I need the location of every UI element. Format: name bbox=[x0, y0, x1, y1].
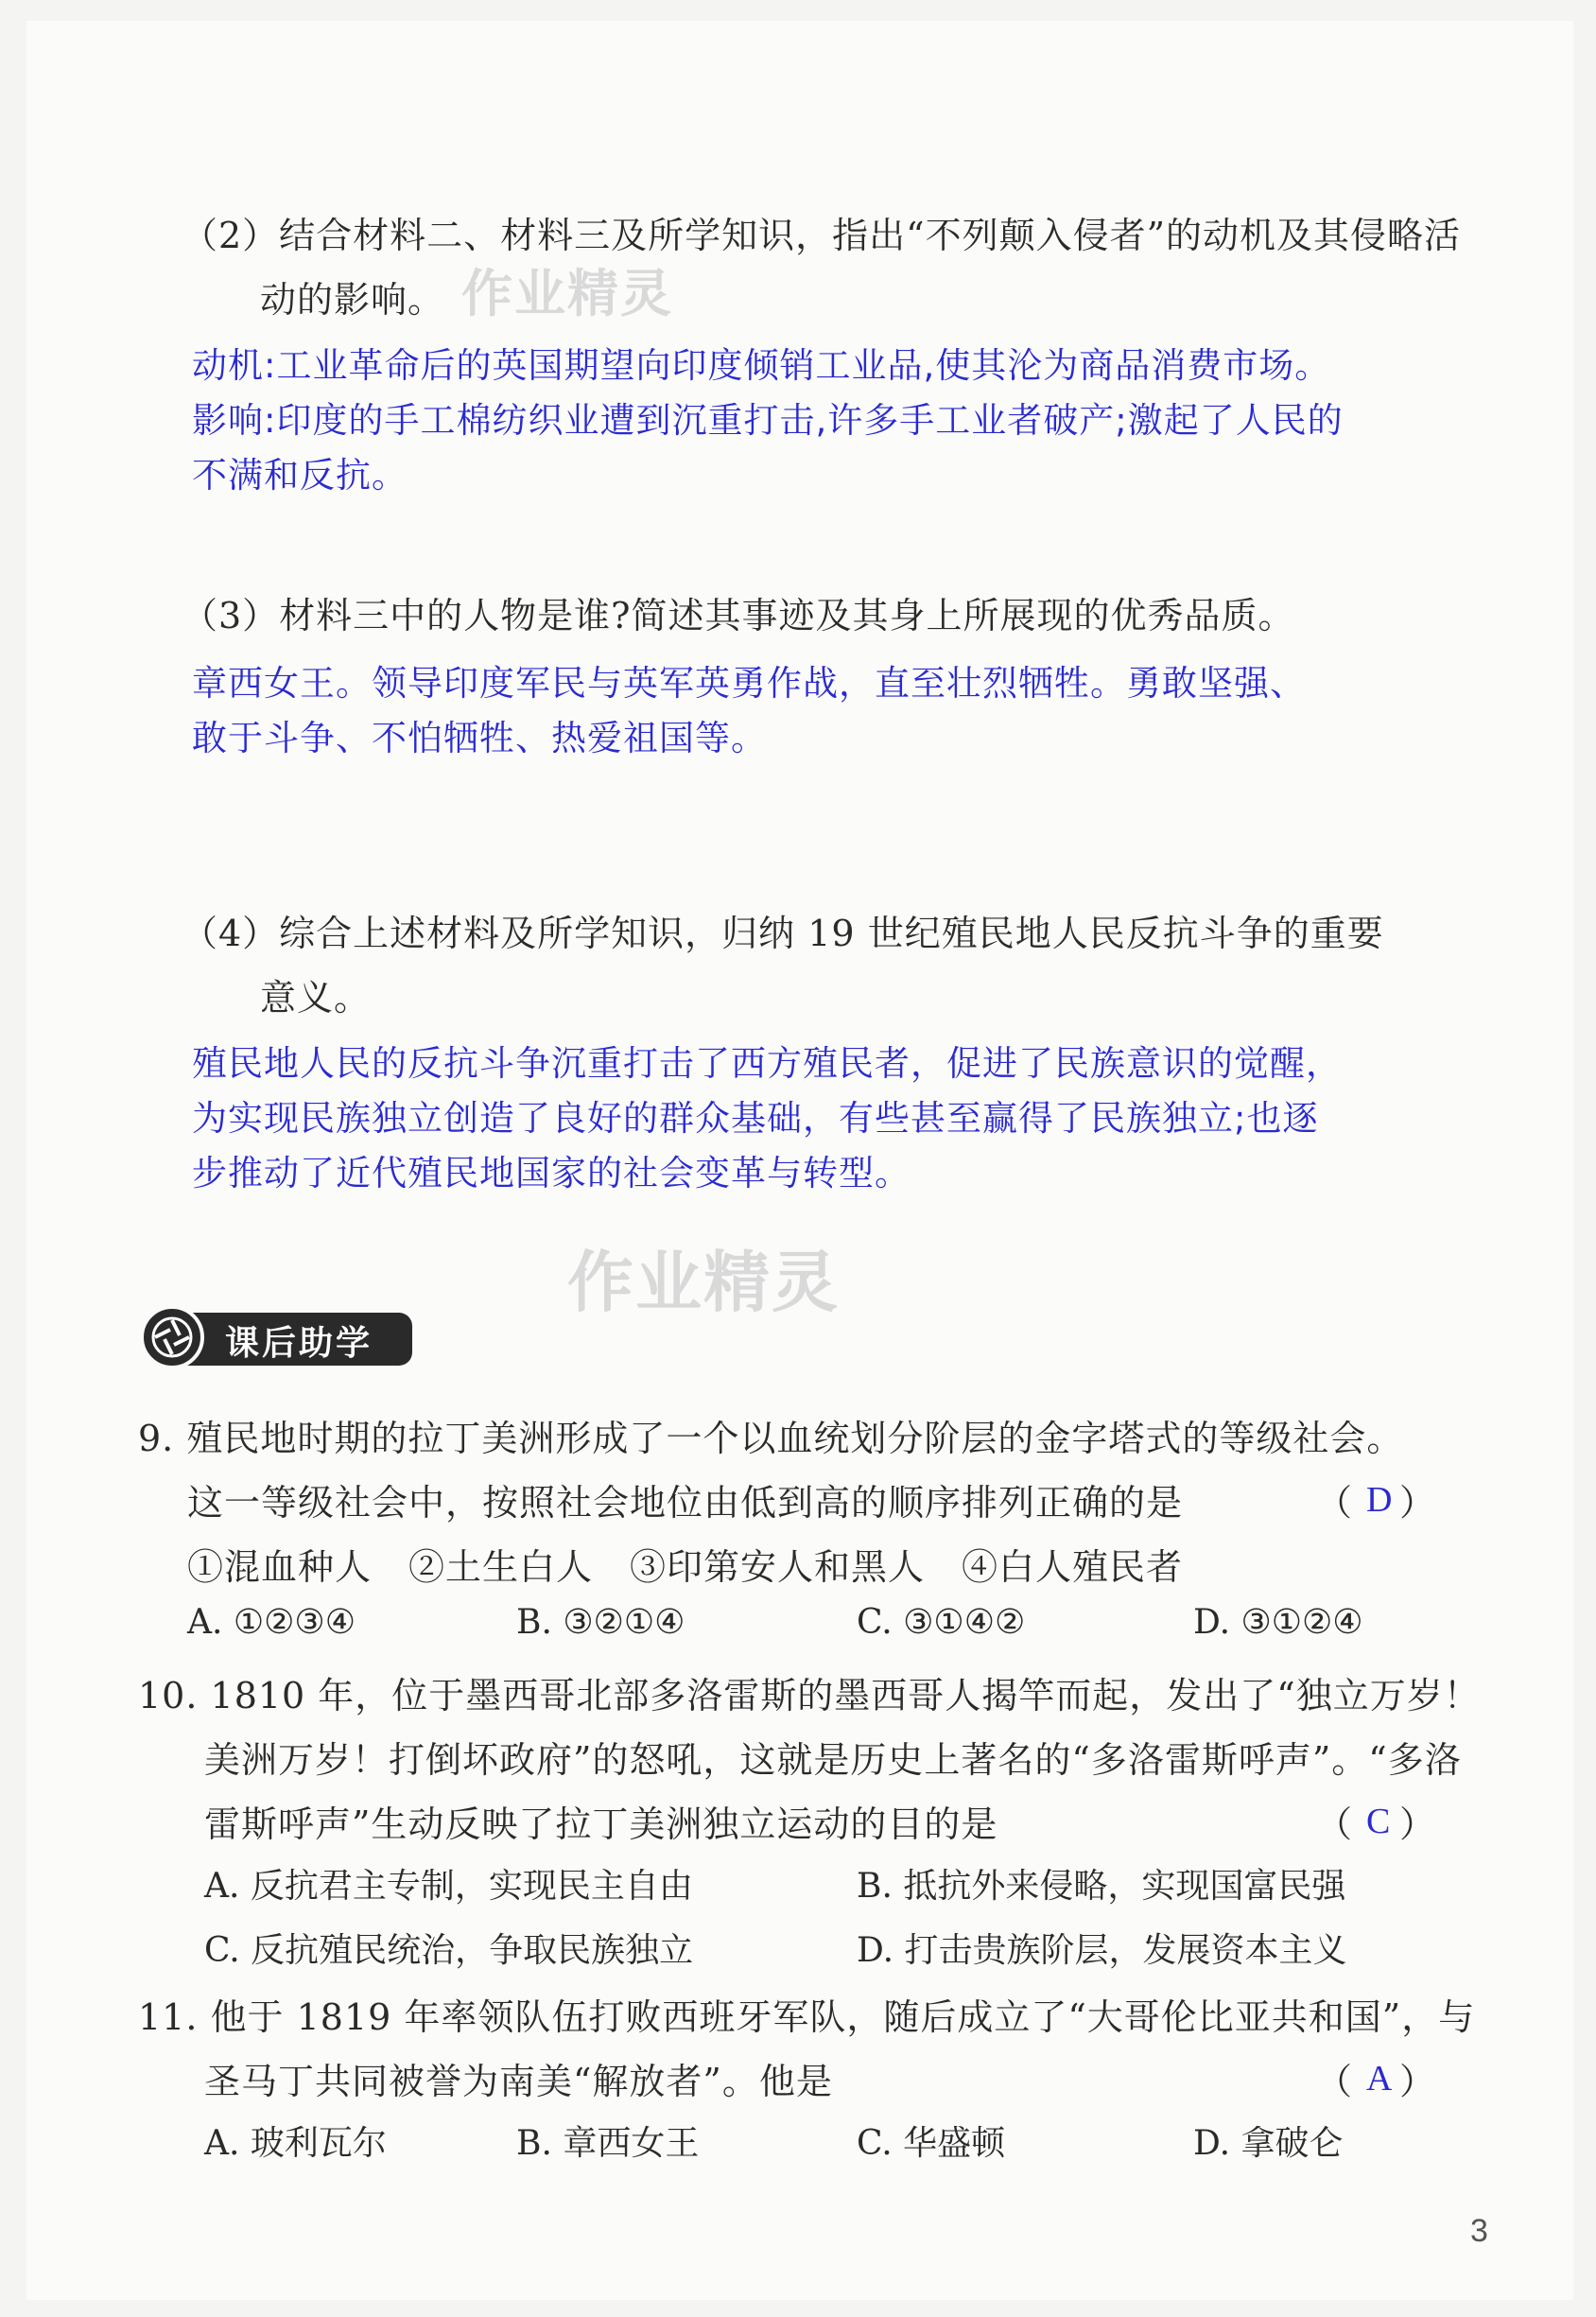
question-11-option-c: C. 华盛顿 bbox=[857, 2124, 1006, 2163]
question-9-items: ①混血种人 ②土生白人 ③印第安人和黑人 ④白人殖民者 bbox=[187, 1546, 1184, 1588]
answer-paren-close: ） bbox=[1399, 1482, 1436, 1524]
answer-paren-close: ） bbox=[1399, 1803, 1436, 1845]
answer-paren-open: （ bbox=[1316, 1482, 1353, 1524]
question-10-option-d: D. 打击贵族阶层，发展资本主义 bbox=[857, 1931, 1347, 1970]
answer-4-line-3: 步推动了近代殖民地国家的社会变革与转型。 bbox=[192, 1153, 911, 1193]
answer-3-line-2: 敢于斗争、不怕牺牲、热爱祖国等。 bbox=[192, 718, 767, 758]
question-9-option-d: D. ③①②④ bbox=[1193, 1603, 1363, 1642]
question-9-option-a: A. ①②③④ bbox=[187, 1603, 356, 1642]
question-4-line-1: （4）综合上述材料及所学知识，归纳 19 世纪殖民地人民反抗斗争的重要 bbox=[182, 913, 1384, 954]
question-11-answer: A bbox=[1366, 2059, 1393, 2099]
answer-paren-close: ） bbox=[1399, 2061, 1436, 2102]
question-11-option-a: A. 玻利瓦尔 bbox=[204, 2124, 387, 2163]
question-10-answer: C bbox=[1366, 1802, 1391, 1841]
answer-2-line-2: 影响:印度的手工棉纺织业遭到沉重打击,许多手工业者破产;激起了人民的 bbox=[192, 400, 1344, 441]
answer-4-line-1: 殖民地人民的反抗斗争沉重打击了西方殖民者，促进了民族意识的觉醒， bbox=[192, 1043, 1342, 1084]
camera-shutter-icon bbox=[140, 1305, 204, 1369]
watermark: 作业精灵 bbox=[567, 1244, 840, 1321]
answer-paren-open: （ bbox=[1316, 2061, 1353, 2102]
question-11-option-d: D. 拿破仑 bbox=[1193, 2124, 1344, 2163]
answer-3-line-1: 章西女王。领导印度军民与英军英勇作战，直至壮烈牺牲。勇敢坚强、 bbox=[192, 663, 1306, 704]
answer-2-line-3: 不满和反抗。 bbox=[192, 455, 408, 496]
section-badge bbox=[140, 1305, 414, 1369]
answer-4-line-2: 为实现民族独立创造了良好的群众基础，有些甚至赢得了民族独立;也逐 bbox=[192, 1098, 1319, 1139]
section-title: 课后助学 bbox=[225, 1324, 373, 1363]
question-11-line-1: 11. 他于 1819 年率领队伍打败西班牙军队，随后成立了“大哥伦比亚共和国”，与 bbox=[138, 1996, 1476, 2038]
question-10-line-2: 美洲万岁！打倒坏政府”的怒吼，这就是历史上著名的“多洛雷斯呼声”。“多洛 bbox=[204, 1739, 1462, 1781]
question-11-line-2: 圣马丁共同被誉为南美“解放者”。他是 bbox=[204, 2061, 833, 2102]
page-number: 3 bbox=[1470, 2213, 1488, 2249]
question-9-answer: D bbox=[1366, 1480, 1393, 1520]
question-11-option-b: B. 章西女王 bbox=[516, 2124, 700, 2163]
question-2-line-1: （2）结合材料二、材料三及所学知识，指出“不列颠入侵者”的动机及其侵略活 bbox=[182, 215, 1462, 256]
question-10-option-b: B. 抵抗外来侵略，实现国富民强 bbox=[857, 1867, 1346, 1906]
question-3-line-1: （3）材料三中的人物是谁?简述其事迹及其身上所展现的优秀品质。 bbox=[182, 595, 1295, 636]
question-9-option-b: B. ③②①④ bbox=[516, 1603, 685, 1642]
question-9-option-c: C. ③①④② bbox=[857, 1603, 1026, 1642]
answer-paren-open: （ bbox=[1316, 1803, 1353, 1845]
question-10-option-a: A. 反抗君主专制，实现民主自由 bbox=[204, 1867, 693, 1906]
answer-2-line-1: 动机:工业革命后的英国期望向印度倾销工业品,使其沦为商品消费市场。 bbox=[192, 345, 1331, 386]
question-9-line-2: 这一等级社会中，按照社会地位由低到高的顺序排列正确的是 bbox=[187, 1482, 1184, 1524]
question-10-line-3: 雷斯呼声”生动反映了拉丁美洲独立运动的目的是 bbox=[204, 1803, 998, 1845]
question-10-line-1: 10. 1810 年，位于墨西哥北部多洛雷斯的墨西哥人揭竿而起，发出了“独立万岁！ bbox=[138, 1675, 1481, 1716]
question-10-option-c: C. 反抗殖民统治，争取民族独立 bbox=[204, 1931, 694, 1970]
question-2-line-2: 动的影响。 bbox=[260, 279, 445, 321]
question-4-line-2: 意义。 bbox=[260, 977, 372, 1019]
question-9-line-1: 9. 殖民地时期的拉丁美洲形成了一个以血统划分阶层的金字塔式的等级社会。 bbox=[138, 1418, 1404, 1459]
watermark: 作业精灵 bbox=[461, 264, 673, 323]
